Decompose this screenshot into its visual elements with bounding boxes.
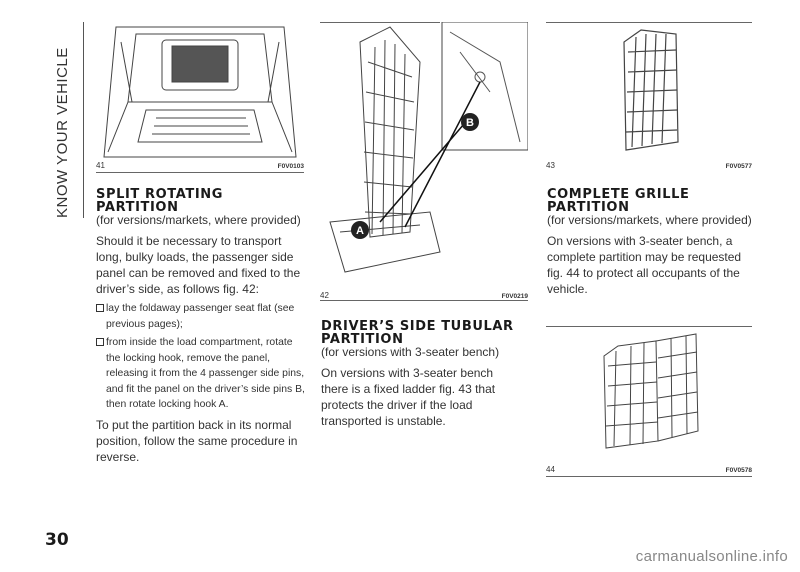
list-item — [96, 335, 306, 413]
section-divider — [83, 22, 84, 218]
complete-grille-illustration — [546, 326, 752, 464]
figure-code: F0V0103 — [277, 163, 304, 170]
checkbox-bullet-icon — [96, 304, 104, 312]
callout-a: A — [356, 225, 364, 237]
figure-rule — [546, 476, 752, 477]
section-subtitle: (for versions/markets, where provided) — [96, 213, 301, 227]
section-outro: To put the partition back in its normal position, follow the same procedure in reverse. — [96, 417, 298, 464]
page-number: 30 — [45, 530, 69, 550]
section-tab-label: KNOW YOUR VEHICLE — [54, 47, 71, 218]
list-item — [96, 301, 306, 332]
figure-number: 44 — [546, 465, 555, 474]
split-rotating-partition-section — [96, 188, 306, 465]
section-body: On versions with 3-seater bench there is a fixed ladder fig. 43 that protects the driver if the load transported is unstable. — [321, 366, 496, 428]
figure-43 — [546, 22, 752, 172]
figure-rule — [320, 300, 528, 301]
section-body: On versions with 3-seater bench, a complete partition may be requested fig. 44 to protect all occupants of the vehicle. — [547, 234, 742, 296]
list-item-text: from inside the load compartment, rotate the locking hook, remove the panel, releasing it from the 4 passenger side pins, and fit the panel on the driver’s side pins B, then rotate locking hook A. — [106, 337, 305, 410]
figure-rule — [96, 172, 304, 173]
section-heading: SPLIT ROTATING PARTITION — [96, 187, 224, 215]
figure-44 — [546, 326, 752, 476]
figure-number: 41 — [96, 161, 105, 170]
figure-number: 42 — [320, 291, 329, 300]
figure-code: F0V0578 — [725, 467, 752, 474]
section-heading: COMPLETE GRILLE PARTITION — [547, 187, 690, 215]
figure-code: F0V0577 — [725, 163, 752, 170]
list-item-text: lay the foldaway passenger seat flat (see previous pages); — [106, 303, 295, 330]
figure-rule — [546, 326, 752, 327]
figure-number: 43 — [546, 161, 555, 170]
figure-41 — [96, 22, 304, 172]
section-intro: Should it be necessary to transport long, bulky loads, the passenger side panel can be removed and fixed to the driver’s side, as follows fig. 42: — [96, 234, 301, 296]
figure-42 — [320, 22, 528, 300]
watermark: carmanualsonline.info — [635, 548, 788, 565]
section-tab — [52, 18, 76, 228]
drivers-side-tubular-partition-section — [321, 320, 517, 429]
checkbox-bullet-icon — [96, 338, 104, 346]
complete-grille-partition-section — [547, 188, 753, 297]
figure-rule — [546, 22, 752, 23]
callout-b: B — [466, 117, 474, 129]
section-subtitle: (for versions with 3-seater bench) — [321, 345, 500, 359]
section-heading: DRIVER’S SIDE TUBULAR PARTITION — [321, 319, 514, 347]
tubular-partition-illustration — [320, 22, 528, 284]
grille-ladder-illustration — [546, 22, 752, 160]
figure-rule — [320, 22, 440, 23]
van-interior-illustration — [96, 22, 304, 160]
figure-code: F0V0219 — [501, 293, 528, 300]
section-subtitle: (for versions/markets, where provided) — [547, 213, 752, 227]
